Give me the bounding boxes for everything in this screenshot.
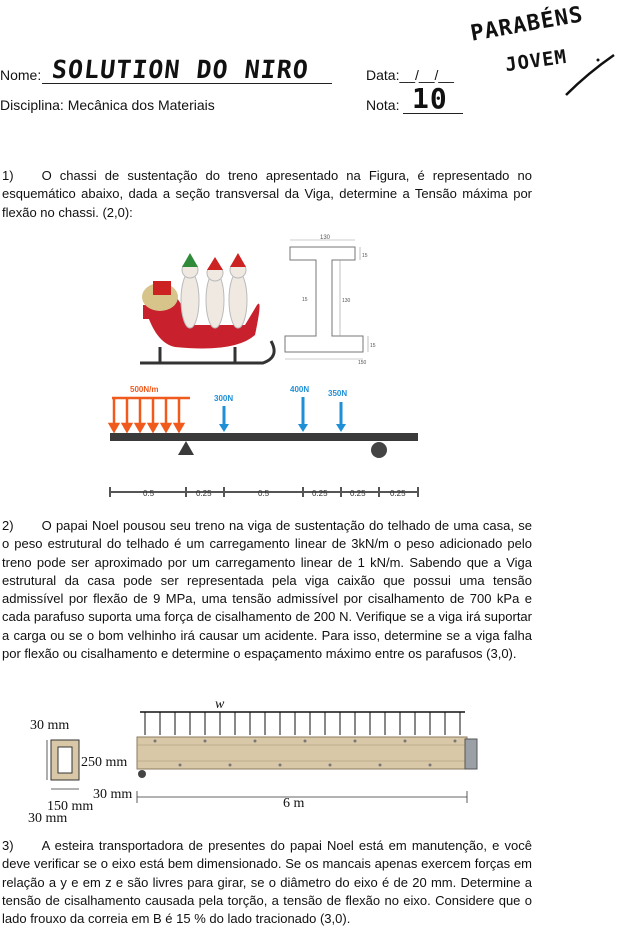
congrats-note-line2: JOVEM — [503, 45, 569, 77]
congrats-note-line1: PARABÉNS — [468, 2, 586, 47]
question-1-text: O chassi de sustentação do treno apresentado na Figura, é representado no esquemático abaixo, dada a seção transversal da Viga, determine a Tensão máxima por flexão no chassi. (2,0): — [2, 168, 532, 220]
dim-bottom-width: 150 — [358, 360, 367, 366]
i-beam-section — [280, 232, 390, 367]
point-load-3-label: 350N — [328, 389, 348, 398]
subject-label: Disciplina: Mecânica dos Materiais — [0, 97, 215, 113]
grade-label: Nota: — [366, 97, 400, 113]
roller-support — [138, 770, 146, 778]
dim-30-bottom: 30 mm — [28, 811, 68, 825]
distributed-load-arrows — [110, 398, 183, 431]
question-1-number: 1) — [2, 168, 14, 183]
dim-top-flange: 15 — [362, 253, 368, 259]
question-2-number: 2) — [2, 518, 14, 533]
name-handwritten: SOLUTION DO NIRO — [50, 55, 311, 84]
question-2-text: O papai Noel pousou seu treno na viga de sustentação do telhado de uma casa, se o peso estrutural do telhado é um carregamento linear de 3kN/m o peso adicionado pelo treno pode ser aproximado por um carregamento linear de 1 kN/m. Sabendo que a Viga estrutural da casa pode ser representada pela viga caixão que possui uma tensão admissível por flexão de 9 MPa, uma tensão admissível por cisalhamento de 700 kPa e cada parafuso suporta uma força de cisalhamento de 200 N. Verifique se a viga irá suportar a carga ou se o bom velhinho irá causar um acidente. Para isso, determine se a viga falha por flexão ou cisalhamento e determine o espaçamento máximo entre os parafusos (3,0). — [2, 518, 532, 662]
dim-150: 150 mm — [47, 799, 94, 814]
question-1 — [2, 167, 532, 222]
dim-bottom-flange: 15 — [370, 343, 376, 349]
point-load-2-label: 400N — [290, 385, 310, 394]
dim-segment-4: 0.25 — [312, 489, 328, 498]
dim-web-thickness: 15 — [302, 297, 308, 303]
dim-segment-1: 0.5 — [143, 489, 155, 498]
point-load-1-label: 300N — [214, 394, 234, 403]
distributed-load-label: 500N/m — [130, 385, 159, 394]
question-2 — [2, 517, 532, 663]
dim-250: 250 mm — [81, 755, 128, 770]
question-3 — [2, 837, 532, 928]
load-w-label: w — [215, 697, 225, 712]
dim-segment-2: 0.25 — [196, 489, 212, 498]
name-label: Nome: — [0, 67, 42, 83]
sleigh-illustration — [135, 245, 285, 370]
roller-support — [371, 442, 387, 458]
dim-top-width: 130 — [320, 235, 331, 241]
pin-support — [465, 739, 477, 769]
dim-30-right: 30 mm — [93, 787, 133, 802]
wood-beam — [137, 737, 467, 769]
question-3-text: A esteira transportadora de presentes do papai Noel está em manutenção, e você deve verificar se o eixo está bem dimensionado. Se os mancais apenas exercem forças em relação a y e em z e são livres para girar, se o diâmetro do eixo é de 20 mm. Determine a tensão de cisalhamento causada pela torção, a tensão de flexão no eixo. Considere que o lado frouxo da correia em B é 15 % do lado tracionado (3,0). — [2, 838, 532, 927]
box-beam-figure — [25, 695, 495, 825]
pin-support — [178, 441, 194, 455]
beam — [110, 433, 418, 441]
grade-handwritten: 10 — [412, 82, 448, 115]
beam-load-diagram — [100, 380, 430, 505]
dim-segment-5: 0.25 — [350, 489, 366, 498]
checkmark-stroke — [560, 45, 617, 105]
span-6m: 6 m — [283, 796, 305, 811]
uniform-load-arrows — [145, 712, 460, 735]
dim-segment-6: 0.25 — [390, 489, 406, 498]
date-label: Data:__/__/__ — [366, 67, 454, 83]
dim-30-top: 30 mm — [30, 718, 70, 733]
dim-segment-3: 0.5 — [258, 489, 270, 498]
question-3-number: 3) — [2, 838, 14, 853]
dim-web-height: 130 — [342, 298, 351, 304]
